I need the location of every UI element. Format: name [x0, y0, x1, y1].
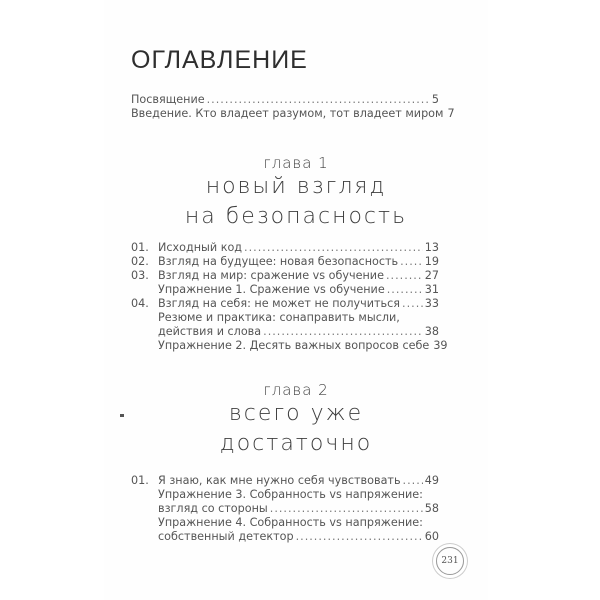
- chapter-2-heading: [104, 381, 488, 459]
- dot-leader: [400, 255, 423, 269]
- toc-entry[interactable]: [131, 283, 439, 297]
- chapter-label: глава 1: [263, 154, 329, 172]
- entry-page: 38: [424, 325, 439, 338]
- toc-entry[interactable]: [131, 502, 439, 516]
- entry-page: 60: [424, 530, 439, 543]
- entry-number: 04.: [131, 297, 149, 310]
- entry-page: 49: [424, 474, 439, 487]
- entry-page: 31: [424, 283, 439, 296]
- entry-number: 01.: [131, 241, 149, 254]
- entry-page: 33: [424, 297, 439, 310]
- entry-page: 7: [447, 107, 455, 120]
- toc-entry-introduction[interactable]: [131, 107, 455, 121]
- toc-entry[interactable]: [131, 325, 439, 339]
- entry-label: Упражнение 3. Собранность vs напряжение:: [158, 488, 423, 501]
- entry-page: 13: [424, 241, 439, 254]
- dot-leader: [387, 283, 423, 297]
- entry-label: Взгляд на мир: сражение vs обучение: [158, 269, 384, 282]
- toc-entry[interactable]: [131, 255, 439, 269]
- entry-label: Упражнение 4. Собранность vs напряжение:: [158, 516, 423, 529]
- chapter-title-line: достаточно: [219, 431, 373, 456]
- entry-label: Введение. Кто владеет разумом, тот владеет миром: [131, 107, 444, 120]
- entry-page: 19: [424, 255, 439, 268]
- toc-entry[interactable]: [131, 516, 439, 530]
- entry-page: 39: [433, 339, 448, 352]
- dot-leader: [402, 297, 423, 311]
- dot-leader: [207, 93, 430, 107]
- entry-page: 5: [431, 93, 439, 106]
- dot-leader: [386, 269, 423, 283]
- entry-label: Упражнение 2. Десять важных вопросов себе: [158, 339, 430, 352]
- toc-entry[interactable]: [131, 241, 439, 255]
- toc-title: ОГЛАВЛЕНИЕ: [131, 46, 308, 74]
- entry-label: Посвящение: [131, 93, 205, 106]
- dot-leader: [270, 502, 423, 516]
- page-number-badge: 231: [436, 547, 464, 575]
- toc-entry-dedication[interactable]: [131, 93, 439, 107]
- entry-label: взгляд со стороны: [158, 502, 268, 515]
- entry-label: собственный детектор: [158, 530, 294, 543]
- toc-entry[interactable]: [131, 474, 439, 488]
- entry-number: 03.: [131, 269, 149, 282]
- entry-label: Упражнение 1. Сражение vs обучение: [158, 283, 385, 296]
- toc-entry[interactable]: [131, 311, 439, 325]
- entry-page: 27: [424, 269, 439, 282]
- chapter-title-line: на безопасность: [184, 204, 408, 229]
- entry-page: 58: [424, 502, 439, 515]
- chapter-1-heading: [104, 154, 488, 232]
- toc-entry[interactable]: [131, 297, 439, 311]
- dot-leader: [403, 474, 423, 488]
- entry-label: Резюме и практика: сонаправить мысли,: [158, 311, 400, 324]
- dot-leader: [244, 241, 423, 255]
- entry-number: 02.: [131, 255, 149, 268]
- chapter-title-line: новый взгляд: [205, 174, 387, 199]
- chapter-title-line: всего уже: [228, 401, 364, 426]
- chapter-label: глава 2: [263, 381, 329, 399]
- toc-entry[interactable]: [131, 339, 448, 353]
- toc-entry[interactable]: [131, 488, 439, 502]
- entry-label: действия и слова: [158, 325, 262, 338]
- toc-entry[interactable]: [131, 269, 439, 283]
- entry-label: Я знаю, как мне нужно себя чувствовать: [158, 474, 401, 487]
- entry-number: 01.: [131, 474, 149, 487]
- toc-entry[interactable]: [131, 530, 439, 544]
- dot-leader: [296, 530, 423, 544]
- entry-label: Взгляд на будущее: новая безопасность: [158, 255, 399, 268]
- entry-label: Исходный код: [158, 241, 243, 254]
- entry-label: Взгляд на себя: не может не получиться: [158, 297, 401, 310]
- dot-leader: [263, 325, 423, 339]
